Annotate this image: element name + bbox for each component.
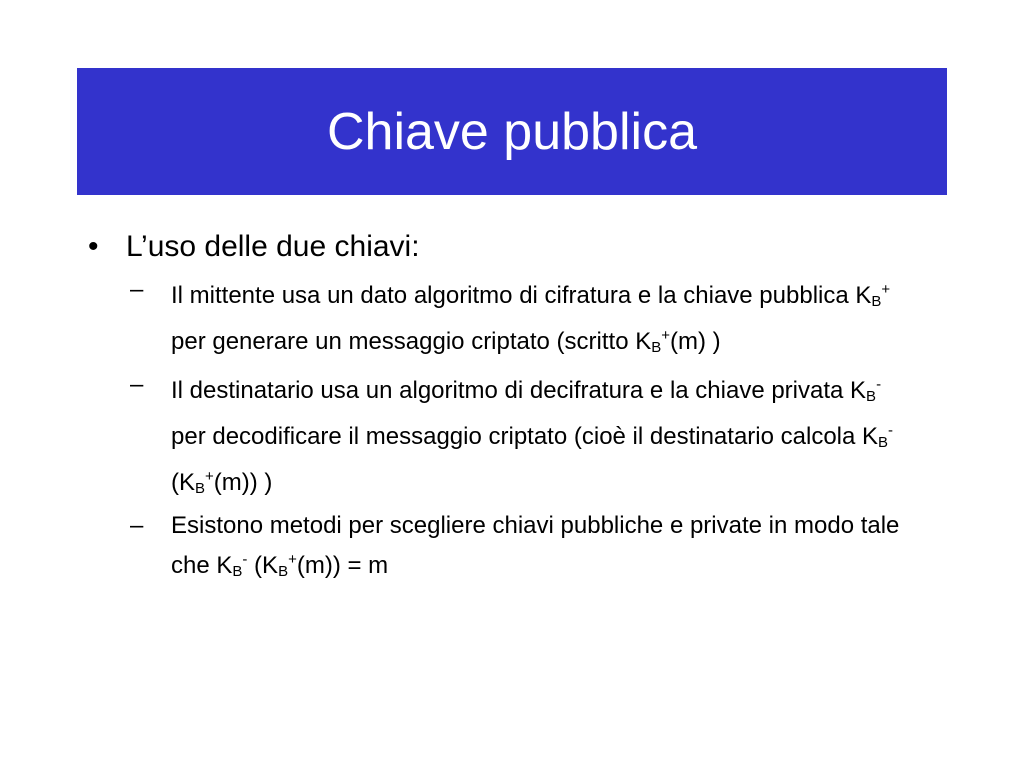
subscript-text: B bbox=[195, 480, 206, 497]
superscript-text: - bbox=[242, 551, 248, 568]
sub-bullet-3 bbox=[130, 509, 918, 589]
sub-bullet-text bbox=[171, 509, 918, 589]
subscript-text: B bbox=[871, 293, 882, 310]
text-run: (K bbox=[171, 469, 195, 496]
text-run: Il destinatario usa un algoritmo di decifratura e la chiave privata K bbox=[171, 377, 867, 404]
superscript-text: + bbox=[661, 327, 671, 344]
dash-marker: – bbox=[130, 276, 144, 303]
subscript-text: B bbox=[878, 434, 889, 451]
title-band bbox=[77, 68, 947, 195]
superscript-text: + bbox=[881, 281, 891, 298]
sub-bullet-text bbox=[171, 368, 918, 506]
text-run: Il mittente usa un dato algoritmo di cifratura e la chiave pubblica K bbox=[171, 282, 872, 309]
text-run: (m)) = m bbox=[296, 552, 389, 579]
slide-content bbox=[88, 229, 918, 592]
subscript-text: B bbox=[278, 563, 289, 580]
superscript-text: + bbox=[288, 551, 297, 568]
subscript-text: B bbox=[232, 563, 243, 580]
superscript-text: - bbox=[876, 376, 882, 393]
text-run: (K bbox=[247, 552, 279, 579]
text-run: per decodificare il messaggio criptato (cioè il destinatario calcola K bbox=[171, 423, 879, 450]
dash-marker: – bbox=[130, 371, 144, 398]
slide-title: Chiave pubblica bbox=[326, 102, 698, 161]
dash-marker: – bbox=[130, 512, 144, 539]
main-bullet bbox=[88, 229, 918, 265]
text-run: per generare un messaggio criptato (scritto K bbox=[171, 328, 652, 355]
subscript-text: B bbox=[866, 388, 877, 405]
subscript-text: B bbox=[651, 339, 662, 356]
text-run: (m)) ) bbox=[213, 469, 273, 496]
superscript-text: + bbox=[205, 468, 214, 485]
bullet-marker: • bbox=[88, 230, 99, 263]
text-run: (m) ) bbox=[670, 328, 721, 355]
sub-bullet-text bbox=[171, 273, 918, 365]
sub-bullet-list bbox=[88, 273, 918, 589]
sub-bullet-2 bbox=[130, 368, 918, 506]
main-bullet-text: L’uso delle due chiavi: bbox=[126, 230, 420, 263]
text-run: Esistono metodi per scegliere chiavi pubbliche e private in modo tale che K bbox=[171, 512, 900, 579]
superscript-text: - bbox=[888, 422, 894, 439]
sub-bullet-1 bbox=[130, 273, 918, 365]
